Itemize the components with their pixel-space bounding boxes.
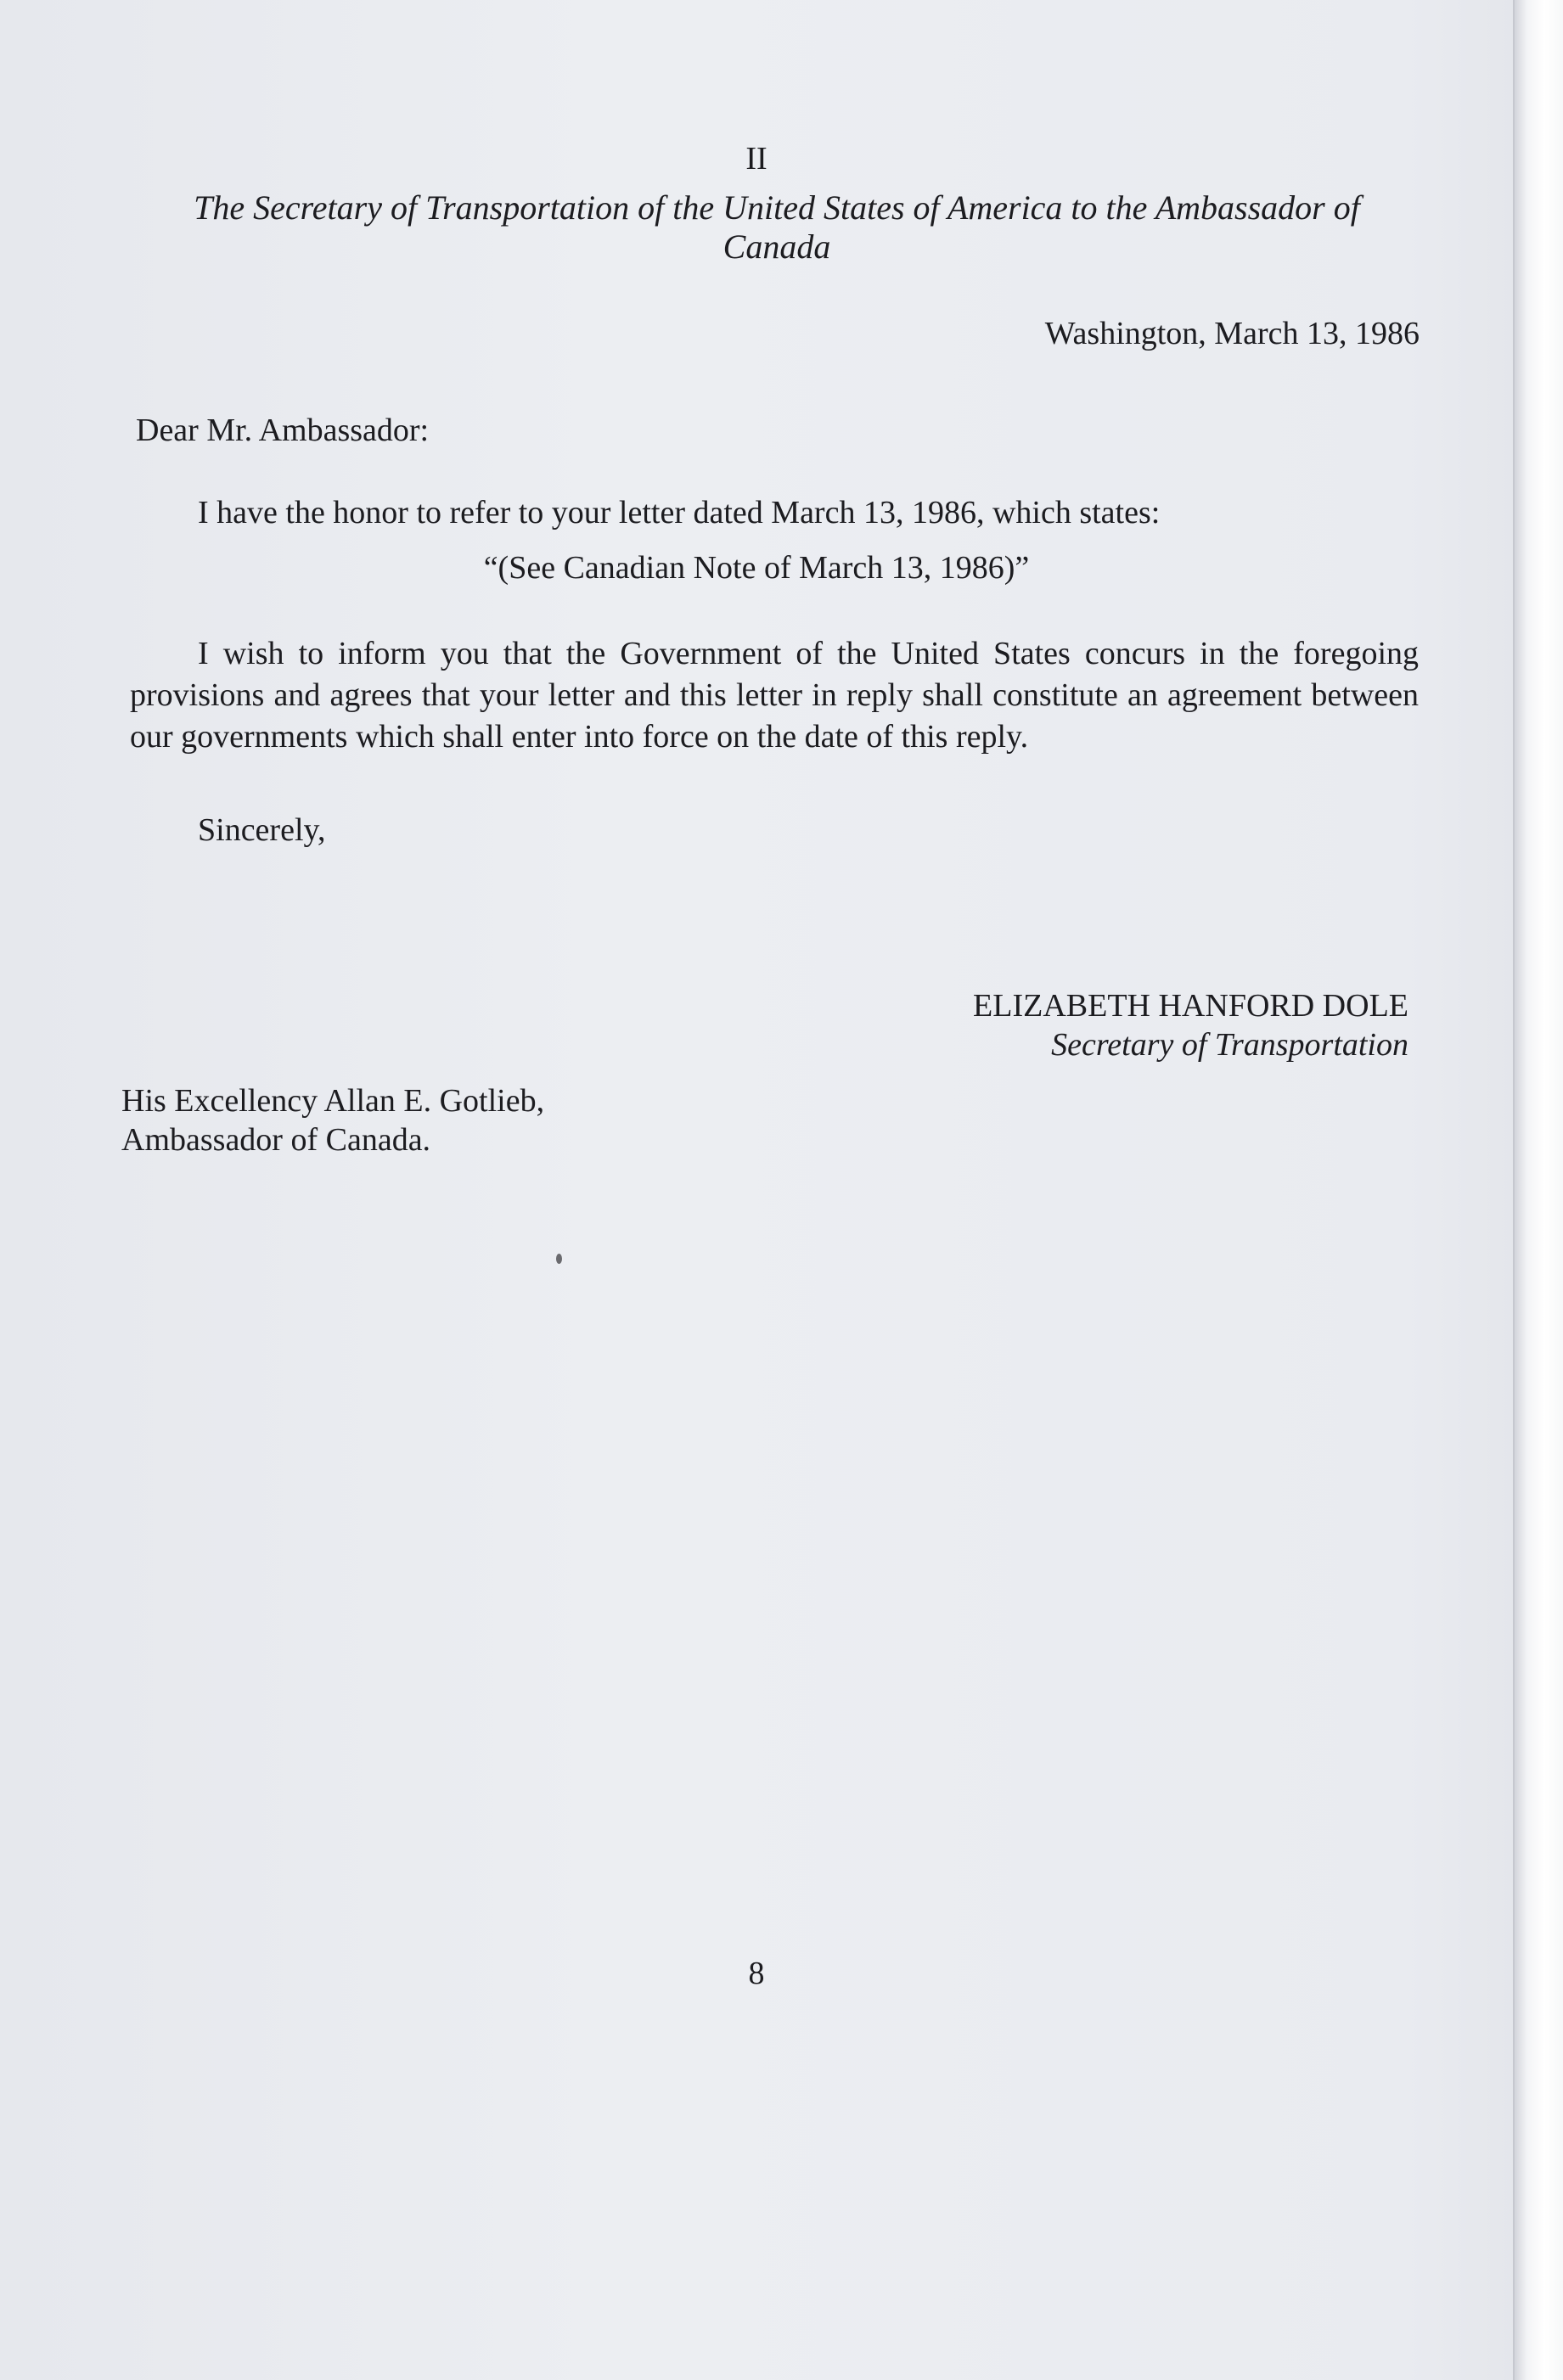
letter-title: The Secretary of Transportation of the United States of America to the Ambassador of Canada bbox=[194, 188, 1360, 266]
place-date: Washington, March 13, 1986 bbox=[1044, 316, 1420, 351]
closing: Sincerely, bbox=[198, 812, 326, 848]
paragraph-1: I have the honor to refer to your letter dated March 13, 1986, which states: bbox=[198, 495, 1161, 530]
addressee-line-2: Ambassador of Canada. bbox=[121, 1122, 431, 1158]
page-number: 8 bbox=[748, 1956, 765, 1991]
signatory-title: Secretary of Transportation bbox=[1051, 1027, 1408, 1063]
addressee-line-1: His Excellency Allan E. Gotlieb, bbox=[121, 1083, 545, 1119]
signatory-name: ELIZABETH HANFORD DOLE bbox=[973, 988, 1408, 1024]
quoted-note: “(See Canadian Note of March 13, 1986)” bbox=[483, 550, 1030, 586]
paragraph-2: I wish to inform you that the Government of the United States concurs in the foregoing provisions and agrees that your letter and this letter in reply shall constitute an agreement between our governments which shall enter into force on the date of this reply. bbox=[130, 636, 1419, 755]
ink-speck bbox=[556, 1254, 562, 1264]
book-gutter bbox=[1513, 0, 1563, 2380]
salutation: Dear Mr. Ambassador: bbox=[136, 413, 430, 448]
section-number: II bbox=[745, 141, 767, 177]
